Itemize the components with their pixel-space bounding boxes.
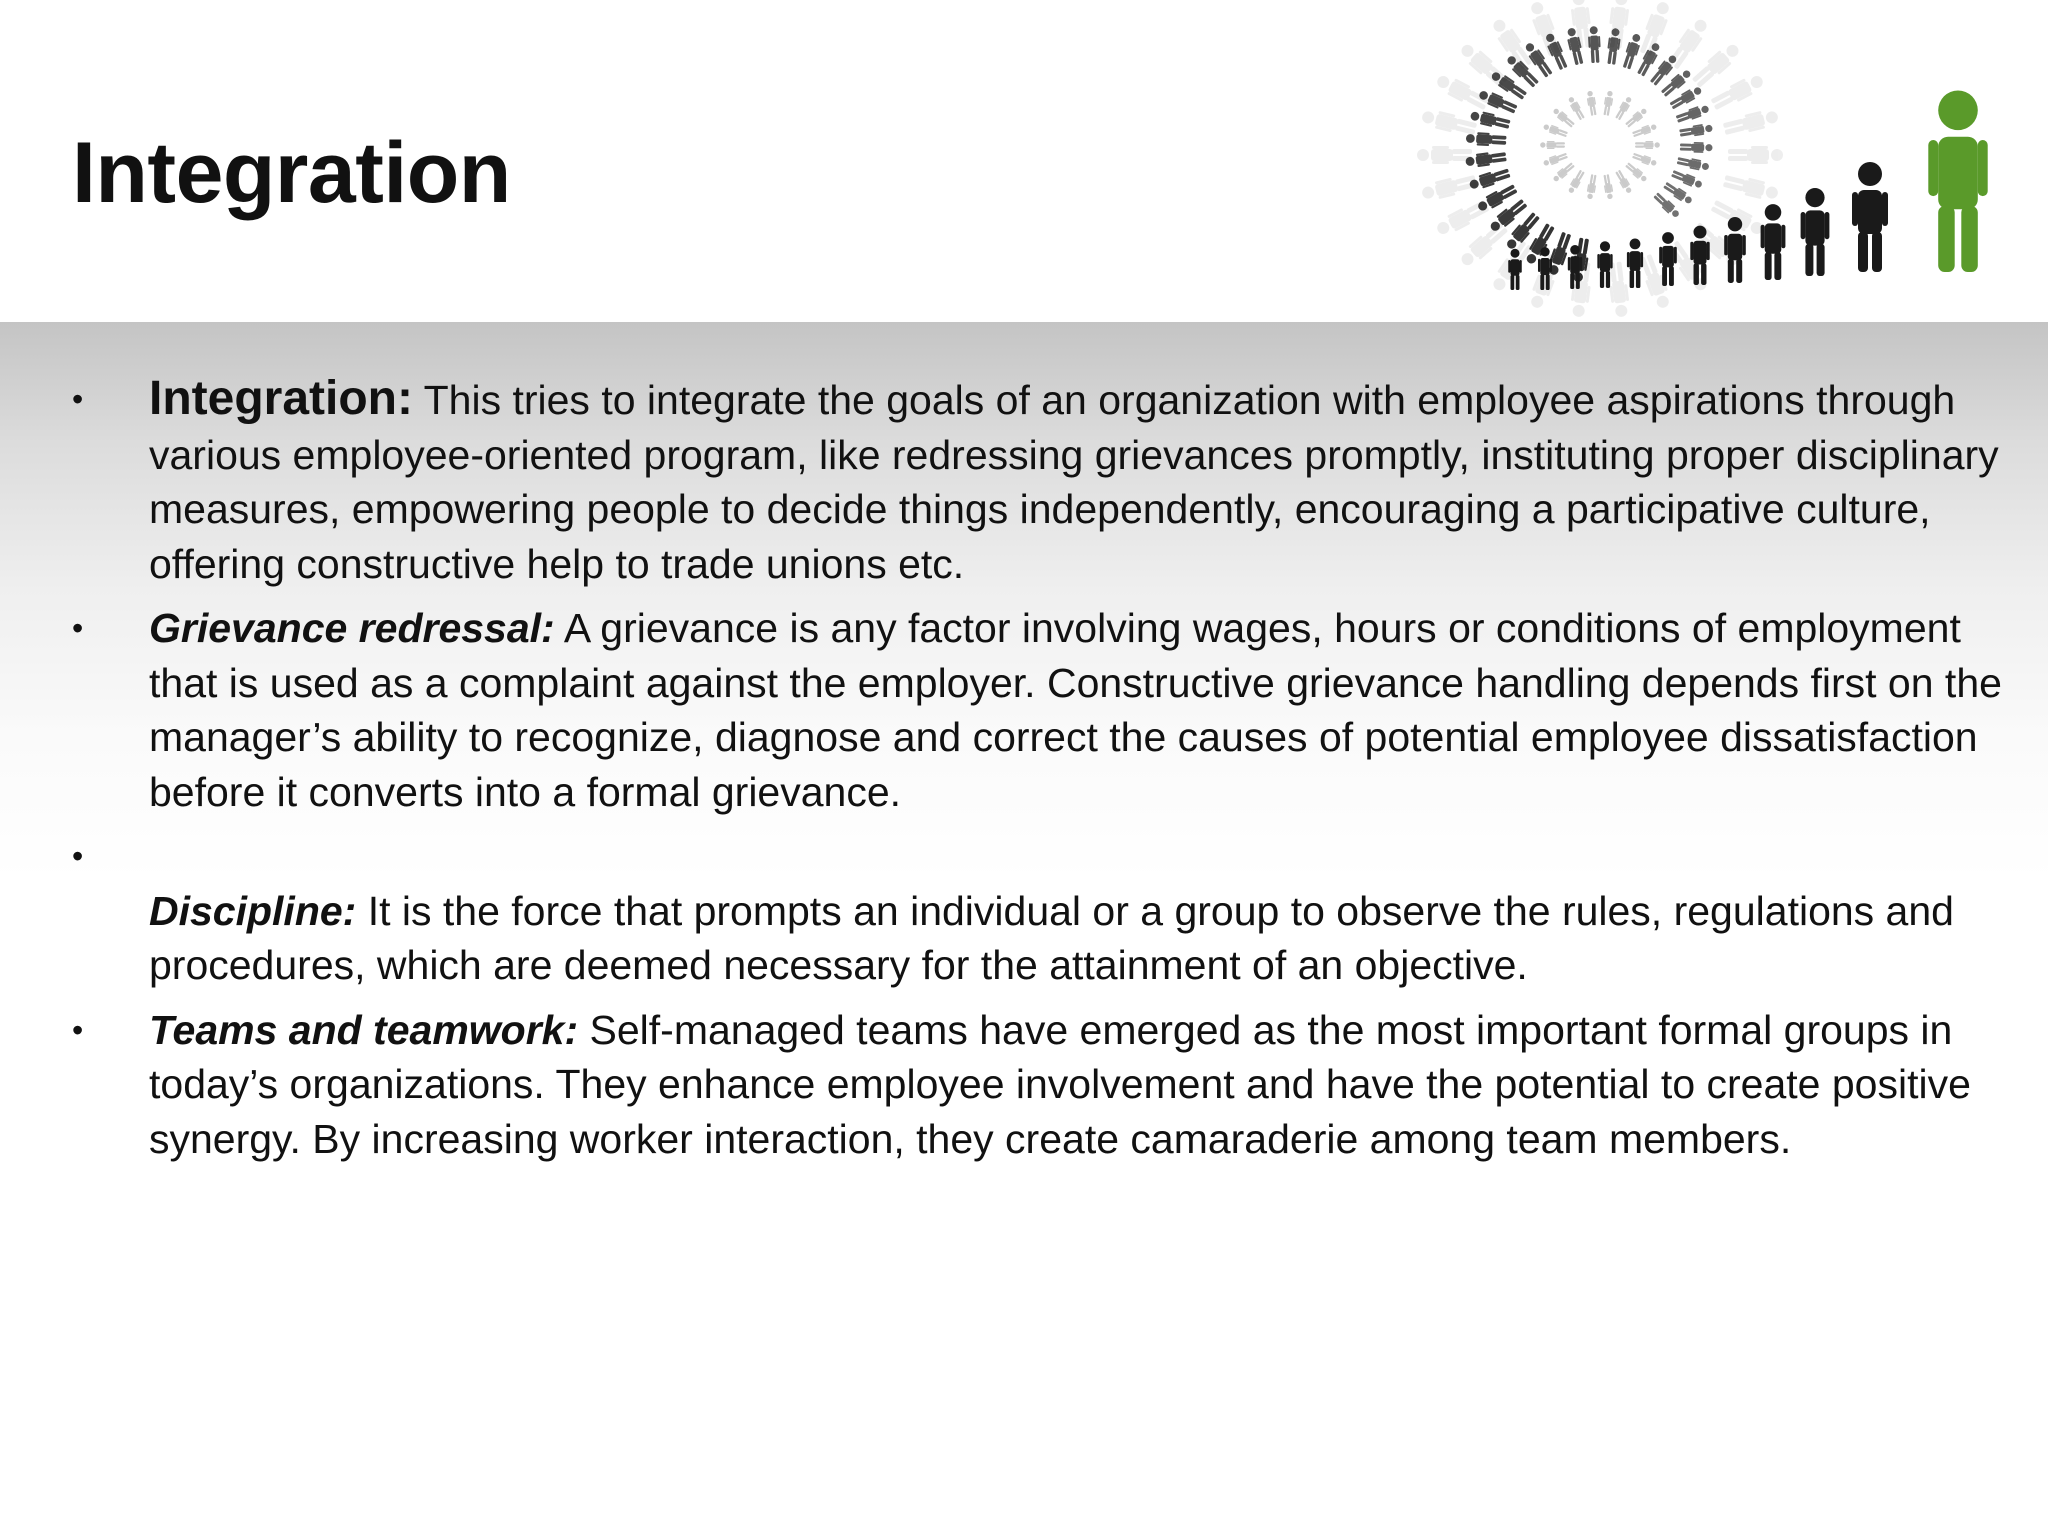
row-figure-icon — [1761, 204, 1786, 280]
ghost-figure-icon — [1722, 172, 1780, 203]
bullet-marker: • — [72, 381, 84, 417]
inner-figure-icon — [1567, 169, 1586, 194]
inner-figure-icon — [1542, 151, 1568, 167]
inner-figure-icon — [1540, 141, 1565, 149]
spiral-figure-icon — [1676, 155, 1710, 172]
bullet-term: Integration: — [149, 372, 413, 425]
row-figure-icon — [1508, 249, 1522, 290]
inner-figure-icon — [1614, 95, 1633, 120]
inner-figure-icon — [1632, 122, 1658, 138]
bullet-marker: • — [72, 610, 84, 646]
ghost-figure-icon — [1420, 107, 1478, 138]
ghost-figure-icon — [1690, 40, 1743, 90]
bullet-marker: • — [72, 838, 84, 874]
blank-line — [149, 829, 2008, 884]
inner-figure-icon — [1602, 90, 1614, 116]
bullet-text: It is the force that prompts an individual or a group to observe the rules, regulations and procedures, which are deemed necessary for the attainment of an objective. — [149, 887, 1954, 988]
inner-figure-icon — [1586, 90, 1598, 116]
bullet-list — [0, 372, 2048, 1176]
bullet-text: A grievance is any factor involving wages, hours or conditions of employment that is used as a complaint against the employer. Constructive grievance handling depends first on the manager’s ability to recognize, diagnose and correct the causes of potential employee dissatisfaction before it converts into a formal grievance. — [149, 605, 2002, 815]
spiral-figure-icon — [1588, 26, 1602, 63]
inner-figure-icon — [1632, 151, 1658, 167]
green-figure-icon — [1928, 90, 1987, 272]
bullet-grievance-redressal — [0, 601, 2048, 819]
bullet-text: This tries to integrate the goals of an organization with employee aspirations through various employee-oriented program, like redressing grievances promptly, instituting proper disciplinary measures, empowering people to decide things independently, encouraging a participative culture, offering constructive help to trade unions etc. — [149, 377, 1999, 587]
row-figure-icon — [1597, 241, 1612, 288]
ghost-figure-icon — [1417, 146, 1472, 164]
slide-title: Integration — [72, 125, 511, 221]
bullet-term: Teams and teamwork: — [149, 1006, 579, 1053]
inner-figure-icon — [1586, 174, 1598, 200]
inner-figure-icon — [1624, 161, 1648, 183]
inner-figure-icon — [1624, 107, 1648, 129]
bullet-discipline — [0, 829, 2048, 993]
inner-figure-icon — [1542, 122, 1568, 138]
bullet-teams-and-teamwork — [0, 1003, 2048, 1167]
ghost-figure-icon — [1420, 172, 1478, 203]
row-figure-icon — [1627, 239, 1643, 288]
bullet-integration — [0, 372, 2048, 591]
bullet-term: Discipline: — [149, 887, 357, 934]
inner-figure-icon — [1635, 141, 1660, 149]
spiral-figure-icon — [1621, 32, 1643, 70]
bullet-term: Grievance redressal: — [149, 605, 555, 651]
ghost-figure-icon — [1457, 220, 1510, 270]
row-figure-icon — [1852, 162, 1888, 272]
bullet-marker: • — [72, 1011, 84, 1048]
ghost-figure-icon — [1722, 107, 1780, 138]
spiral-figure-icon — [1680, 142, 1713, 153]
ghost-figure-icon — [1728, 146, 1783, 164]
spiral-figure-icon — [1670, 168, 1703, 190]
ghost-figure-icon — [1709, 71, 1766, 112]
people-spiral-icon — [1290, 0, 2048, 322]
inner-figure-icon — [1602, 174, 1614, 200]
inner-figure-icon — [1614, 169, 1633, 194]
inner-figure-icon — [1567, 95, 1586, 120]
spiral-figure-icon — [1675, 103, 1710, 124]
spiral-figure-icon — [1679, 123, 1713, 139]
row-figure-icon — [1801, 188, 1830, 276]
ghost-figure-icon — [1606, 261, 1630, 318]
inner-figure-icon — [1552, 107, 1576, 129]
spiral-figure-icon — [1469, 109, 1511, 131]
bullet-text: Self-managed teams have emerged as the most important formal groups in today’s organizations. They enhance employee involvement and have the potential to create positive synergy. By increasing worker interaction, they create camaraderie among team members. — [149, 1006, 1971, 1162]
inner-figure-icon — [1552, 161, 1576, 183]
